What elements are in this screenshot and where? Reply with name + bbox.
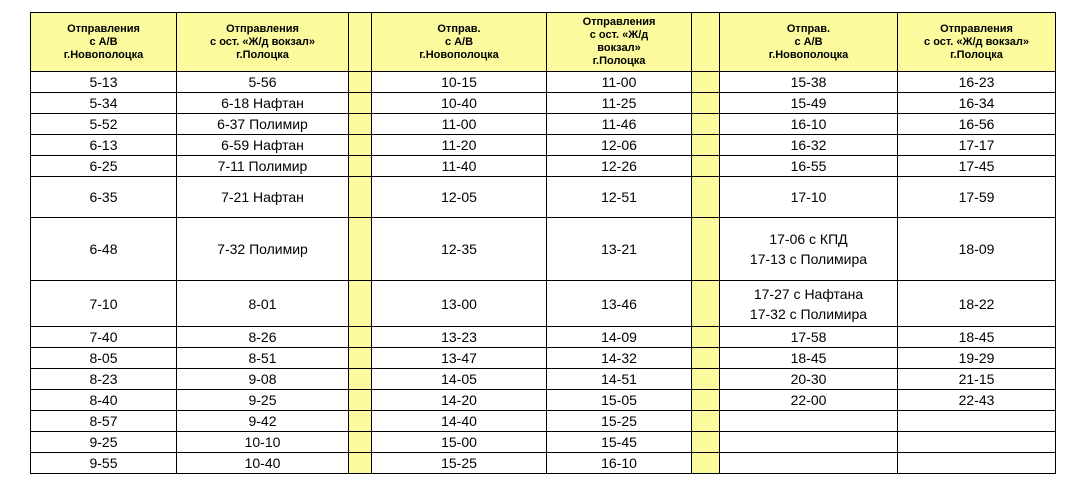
time-cell-c3: 12-05 (372, 177, 547, 218)
time-cell-c2: 10-40 (177, 453, 349, 474)
time-cell-c6: 18-45 (898, 327, 1056, 348)
time-cell-c6: 17-45 (898, 156, 1056, 177)
time-cell-c4: 15-25 (547, 411, 692, 432)
time-cell-c3: 15-25 (372, 453, 547, 474)
spacer-cell-2 (692, 453, 720, 474)
time-cell-c3: 11-20 (372, 135, 547, 156)
time-cell-c3: 10-40 (372, 93, 547, 114)
time-cell-c1: 8-40 (31, 390, 177, 411)
time-cell-c6: 19-29 (898, 348, 1056, 369)
time-cell-c6: 18-22 (898, 281, 1056, 327)
header-text-line: с ост. «Ж/д вокзал» (210, 35, 315, 48)
spacer-cell-1 (349, 177, 372, 218)
schedule-row (31, 156, 1056, 177)
schedule-body (31, 72, 1056, 474)
time-line: 16-10 (790, 116, 827, 132)
time-cell-c2: 7-11 Полимир (177, 156, 349, 177)
header-depart-polotsk-1 (177, 13, 349, 72)
spacer-cell-2 (692, 114, 720, 135)
time-cell-c3: 14-05 (372, 369, 547, 390)
time-cell-c1: 7-40 (31, 327, 177, 348)
spacer-cell-2 (692, 93, 720, 114)
header-text-line: Отправления (940, 22, 1013, 35)
spacer-cell-1 (349, 156, 372, 177)
time-cell-c1: 6-13 (31, 135, 177, 156)
time-cell-c5 (720, 411, 898, 432)
time-line: 16-32 (790, 137, 827, 153)
time-cell-c6: 22-43 (898, 390, 1056, 411)
spacer-cell-2 (692, 156, 720, 177)
header-text-line: Отправ. (437, 22, 481, 35)
header-depart-polotsk-3 (898, 13, 1056, 72)
time-cell-c1: 7-10 (31, 281, 177, 327)
time-cell-c6: 18-09 (898, 218, 1056, 281)
spacer-cell-1 (349, 93, 372, 114)
time-cell-c3: 10-15 (372, 72, 547, 93)
time-cell-c1: 6-35 (31, 177, 177, 218)
time-cell-c4: 15-45 (547, 432, 692, 453)
spacer-cell-2 (692, 218, 720, 281)
spacer-cell-2 (692, 135, 720, 156)
time-cell-c5 (720, 156, 898, 177)
time-line: 22-00 (790, 392, 827, 408)
time-cell-c6: 16-34 (898, 93, 1056, 114)
header-text-line: с ост. «Ж/д вокзал» (924, 35, 1029, 48)
time-cell-c4: 11-00 (547, 72, 692, 93)
spacer-cell-1 (349, 72, 372, 93)
time-line: 17-27 с Нафтана (753, 285, 864, 302)
spacer-cell-1 (349, 453, 372, 474)
schedule-row (31, 390, 1056, 411)
time-cell-c1: 9-55 (31, 453, 177, 474)
time-cell-c2: 8-51 (177, 348, 349, 369)
header-depart-novopolotsk-2 (372, 13, 547, 72)
time-cell-c5 (720, 432, 898, 453)
time-cell-c2: 5-56 (177, 72, 349, 93)
header-spacer-2 (692, 13, 720, 72)
spacer-cell-2 (692, 390, 720, 411)
spacer-cell-1 (349, 348, 372, 369)
header-text-line: г.Полоцка (236, 48, 289, 61)
time-cell-c4: 13-21 (547, 218, 692, 281)
time-line: 20-30 (790, 371, 827, 387)
spacer-cell-1 (349, 411, 372, 432)
time-cell-c5 (720, 390, 898, 411)
time-cell-c2: 7-21 Нафтан (177, 177, 349, 218)
schedule-row (31, 348, 1056, 369)
time-cell-c5 (720, 114, 898, 135)
header-text-line: с ост. «Ж/д (589, 29, 649, 41)
time-cell-c1: 8-23 (31, 369, 177, 390)
spacer-cell-1 (349, 218, 372, 281)
spacer-cell-2 (692, 281, 720, 327)
time-cell-c3: 11-00 (372, 114, 547, 135)
header-text-line: г.Новополоцка (419, 48, 499, 61)
header-depart-polotsk-2 (547, 13, 692, 72)
time-cell-c6 (898, 432, 1056, 453)
time-cell-c4: 16-10 (547, 453, 692, 474)
spacer-cell-2 (692, 369, 720, 390)
time-cell-c4: 12-51 (547, 177, 692, 218)
time-cell-c5 (720, 369, 898, 390)
time-cell-c1: 8-57 (31, 411, 177, 432)
time-cell-c3: 14-20 (372, 390, 547, 411)
time-cell-c5 (720, 453, 898, 474)
time-line: 15-49 (790, 95, 827, 111)
time-cell-c5 (720, 72, 898, 93)
time-cell-c5 (720, 93, 898, 114)
schedule-row (31, 432, 1056, 453)
time-line: 17-58 (790, 329, 827, 345)
spacer-cell-1 (349, 390, 372, 411)
spacer-cell-2 (692, 327, 720, 348)
time-cell-c3: 13-23 (372, 327, 547, 348)
time-line: 16-55 (790, 158, 827, 174)
schedule-row (31, 369, 1056, 390)
time-cell-c5 (720, 348, 898, 369)
time-cell-c2: 9-08 (177, 369, 349, 390)
spacer-cell-1 (349, 369, 372, 390)
spacer-cell-2 (692, 348, 720, 369)
time-cell-c4: 14-09 (547, 327, 692, 348)
time-cell-c1: 6-25 (31, 156, 177, 177)
time-line: 17-32 с Полимира (749, 305, 868, 322)
time-cell-c1: 5-52 (31, 114, 177, 135)
time-cell-c4: 15-05 (547, 390, 692, 411)
spacer-cell-1 (349, 135, 372, 156)
time-line: 17-06 с КПД (769, 231, 848, 247)
time-cell-c6: 17-17 (898, 135, 1056, 156)
time-cell-c5 (720, 177, 898, 218)
time-cell-c2: 8-26 (177, 327, 349, 348)
time-cell-c5 (720, 135, 898, 156)
spacer-cell-1 (349, 281, 372, 327)
time-cell-c2: 6-18 Нафтан (177, 93, 349, 114)
schedule-row (31, 218, 1056, 281)
spacer-cell-2 (692, 411, 720, 432)
time-cell-c4: 11-25 (547, 93, 692, 114)
time-cell-c6: 16-23 (898, 72, 1056, 93)
time-cell-c2: 8-01 (177, 281, 349, 327)
spacer-cell-2 (692, 72, 720, 93)
header-text-line: г.Новополоцка (63, 48, 144, 61)
header-text-line: г.Новополоцка (768, 48, 849, 61)
spacer-cell-1 (349, 114, 372, 135)
time-cell-c1: 6-48 (31, 218, 177, 281)
time-cell-c3: 14-40 (372, 411, 547, 432)
time-cell-c5 (720, 327, 898, 348)
time-cell-c1: 9-25 (31, 432, 177, 453)
time-cell-c6: 16-56 (898, 114, 1056, 135)
header-text-line: с А/В (89, 35, 118, 48)
time-cell-c3: 12-35 (372, 218, 547, 281)
time-cell-c5 (720, 218, 898, 281)
time-cell-c1: 5-34 (31, 93, 177, 114)
time-cell-c1: 8-05 (31, 348, 177, 369)
header-text-line: Отправления (582, 16, 656, 28)
header-text-line: с А/В (794, 35, 823, 48)
time-cell-c3: 15-00 (372, 432, 547, 453)
schedule-row (31, 281, 1056, 327)
time-line: 15-38 (790, 74, 827, 90)
header-depart-novopolotsk-3 (720, 13, 898, 72)
time-cell-c6: 17-59 (898, 177, 1056, 218)
schedule-row (31, 114, 1056, 135)
time-line: 18-45 (790, 350, 827, 366)
time-cell-c2: 6-37 Полимир (177, 114, 349, 135)
schedule-table (30, 12, 1056, 474)
spacer-cell-1 (349, 327, 372, 348)
header-text-line: Отправ. (786, 22, 831, 35)
time-cell-c6 (898, 453, 1056, 474)
spacer-cell-2 (692, 177, 720, 218)
time-cell-c2: 9-42 (177, 411, 349, 432)
header-depart-novopolotsk-1 (31, 13, 177, 72)
schedule-row (31, 411, 1056, 432)
time-cell-c2: 9-25 (177, 390, 349, 411)
time-line: 17-13 с Полимира (749, 251, 868, 267)
time-cell-c6 (898, 411, 1056, 432)
header-row (31, 13, 1056, 72)
time-cell-c1: 5-13 (31, 72, 177, 93)
spacer-cell-1 (349, 432, 372, 453)
schedule-row (31, 327, 1056, 348)
schedule-row (31, 453, 1056, 474)
time-cell-c3: 11-40 (372, 156, 547, 177)
schedule-row (31, 177, 1056, 218)
time-cell-c6: 21-15 (898, 369, 1056, 390)
time-cell-c4: 12-26 (547, 156, 692, 177)
time-cell-c4: 11-46 (547, 114, 692, 135)
time-cell-c2: 7-32 Полимир (177, 218, 349, 281)
schedule-row (31, 135, 1056, 156)
spacer-cell-2 (692, 432, 720, 453)
time-cell-c2: 6-59 Нафтан (177, 135, 349, 156)
time-cell-c4: 12-06 (547, 135, 692, 156)
time-cell-c2: 10-10 (177, 432, 349, 453)
time-cell-c3: 13-47 (372, 348, 547, 369)
header-text-line: вокзал» (597, 42, 641, 54)
header-text-line: г.Полоцка (592, 55, 646, 67)
header-text-line: г.Полоцка (950, 48, 1003, 61)
header-text-line: Отправления (226, 22, 299, 35)
time-line: 17-10 (790, 189, 827, 205)
header-text-line: с А/В (444, 35, 474, 48)
schedule-row (31, 72, 1056, 93)
header-spacer-1 (349, 13, 372, 72)
time-cell-c4: 14-51 (547, 369, 692, 390)
header-text-line: Отправления (67, 22, 140, 35)
time-cell-c4: 13-46 (547, 281, 692, 327)
time-cell-c5 (720, 281, 898, 327)
time-cell-c3: 13-00 (372, 281, 547, 327)
time-cell-c4: 14-32 (547, 348, 692, 369)
schedule-row (31, 93, 1056, 114)
